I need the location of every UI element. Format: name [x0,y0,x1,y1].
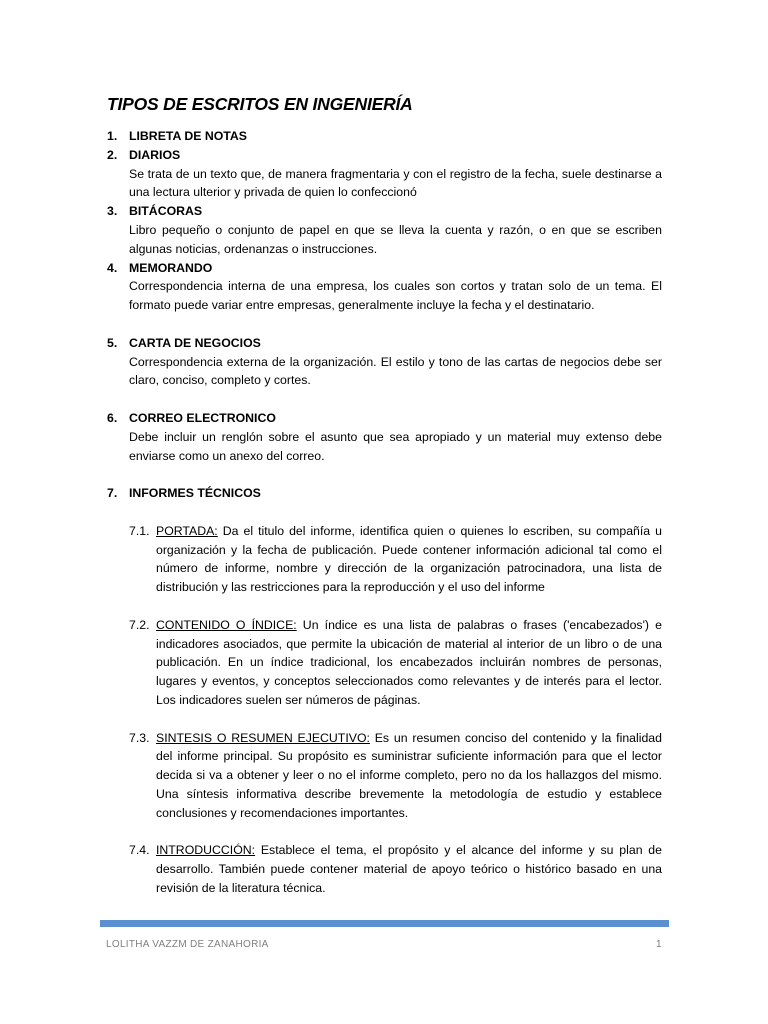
subsection-label: PORTADA: [156,523,218,538]
subsection-text: Establece el tema, el propósito y el alcance del informe y su plan de desarrollo. También puede contener material de apoyo teórico o histórico basado en una revisión de la literatura técnica. [156,843,662,895]
subsection-label: SINTESIS O RESUMEN EJECUTIVO: [156,730,370,745]
document-title: TIPOS DE ESCRITOS EN INGENIERÍA [107,94,413,114]
subsection-number: 7.3. [129,730,150,745]
item-heading: LIBRETA DE NOTAS [129,129,247,143]
subsection-number: 7.4. [129,843,150,858]
item-description: Debe incluir un renglón sobre el asunto que sea apropiado y un material muy extenso debe enviarse como un anexo del correo. [129,429,662,463]
item-description: Libro pequeño o conjunto de papel en que se lleva la cuenta y razón, o en que se escriben algunas noticias, ordenanzas o instrucciones. [129,222,662,256]
subsection-item [129,616,662,710]
subsection-item [129,841,662,897]
list-item [107,259,662,315]
list-item [107,146,662,202]
subsection-number: 7.1. [129,523,150,538]
subsection-item [129,522,662,597]
item-heading: DIARIOS [129,147,181,162]
subsection-label: INTRODUCCIÓN: [156,843,256,858]
item-heading: MEMORANDO [129,260,213,275]
item-heading: BITÁCORAS [129,204,203,219]
item-description: Correspondencia interna de una empresa, los cuales son cortos y tratan solo de un tema. El formato puede variar entre empresas, generalmente incluye la fecha y el destinatario. [129,279,662,313]
subsection-number: 7.2. [129,617,150,632]
list-item [107,127,662,146]
footer-divider [100,920,669,927]
item-heading: CARTA DE NEGOCIOS [129,335,261,350]
item-number: 7. [107,486,118,501]
item-number: 2. [107,147,118,162]
item-number: 4. [107,260,118,275]
list-item [107,409,662,465]
item-description: Correspondencia externa de la organización. El estilo y tono de las cartas de negocios debe ser claro, conciso, completo y cortes. [129,354,662,388]
subsection-text: Es un resumen conciso del contenido y la finalidad del informe principal. Su propósito es suministrar suficiente información para que el lector decida si va a obtener y leer o no el informe completo, pero no da los hallazgos del mismo. Una síntesis informativa describe brevemente la metodología de estudio y establece conclusiones y recomendaciones importantes. [156,730,662,820]
item-number: 6. [107,410,118,425]
list-item [107,202,662,258]
list-item [107,334,662,390]
item-number: 3. [107,204,118,219]
item-description: Se trata de un texto que, de manera fragmentaria y con el registro de la fecha, suele destinarse a una lectura ulterior y privada de quien lo confeccionó [129,166,662,200]
subsection-text: Da el titulo del informe, identifica quien o quienes lo escriben, su compañía u organización y la fecha de publicación. Puede contener información adicional tal como el número de informe, nombre y dirección de la organización patrocinadora, una lista de distribución y las restricciones para la reproducción y el uso del informe [156,523,662,595]
footer-author: LOLITHA VAZZM DE ZANAHORIA [106,939,269,950]
item-heading: CORREO ELECTRONICO [129,410,276,425]
subsection-label: CONTENIDO O ÍNDICE: [156,617,297,632]
subsection-item [129,729,662,823]
list-item [107,484,662,503]
item-number: 1. [107,129,118,143]
subsection-text: Un índice es una lista de palabras o frases ('encabezados') e indicadores asociados, que permite la ubicación de material al interior de un libro o de una publicación. En un índice tradicional, los encabezados incluirán nombres de personas, lugares y eventos, y conceptos seleccionados como relevantes y de interés para el lector. Los indicadores suelen ser números de páginas. [156,617,662,707]
page-number: 1 [656,939,662,950]
item-number: 5. [107,335,118,350]
item-heading: INFORMES TÉCNICOS [129,486,261,501]
document-content [107,127,662,898]
